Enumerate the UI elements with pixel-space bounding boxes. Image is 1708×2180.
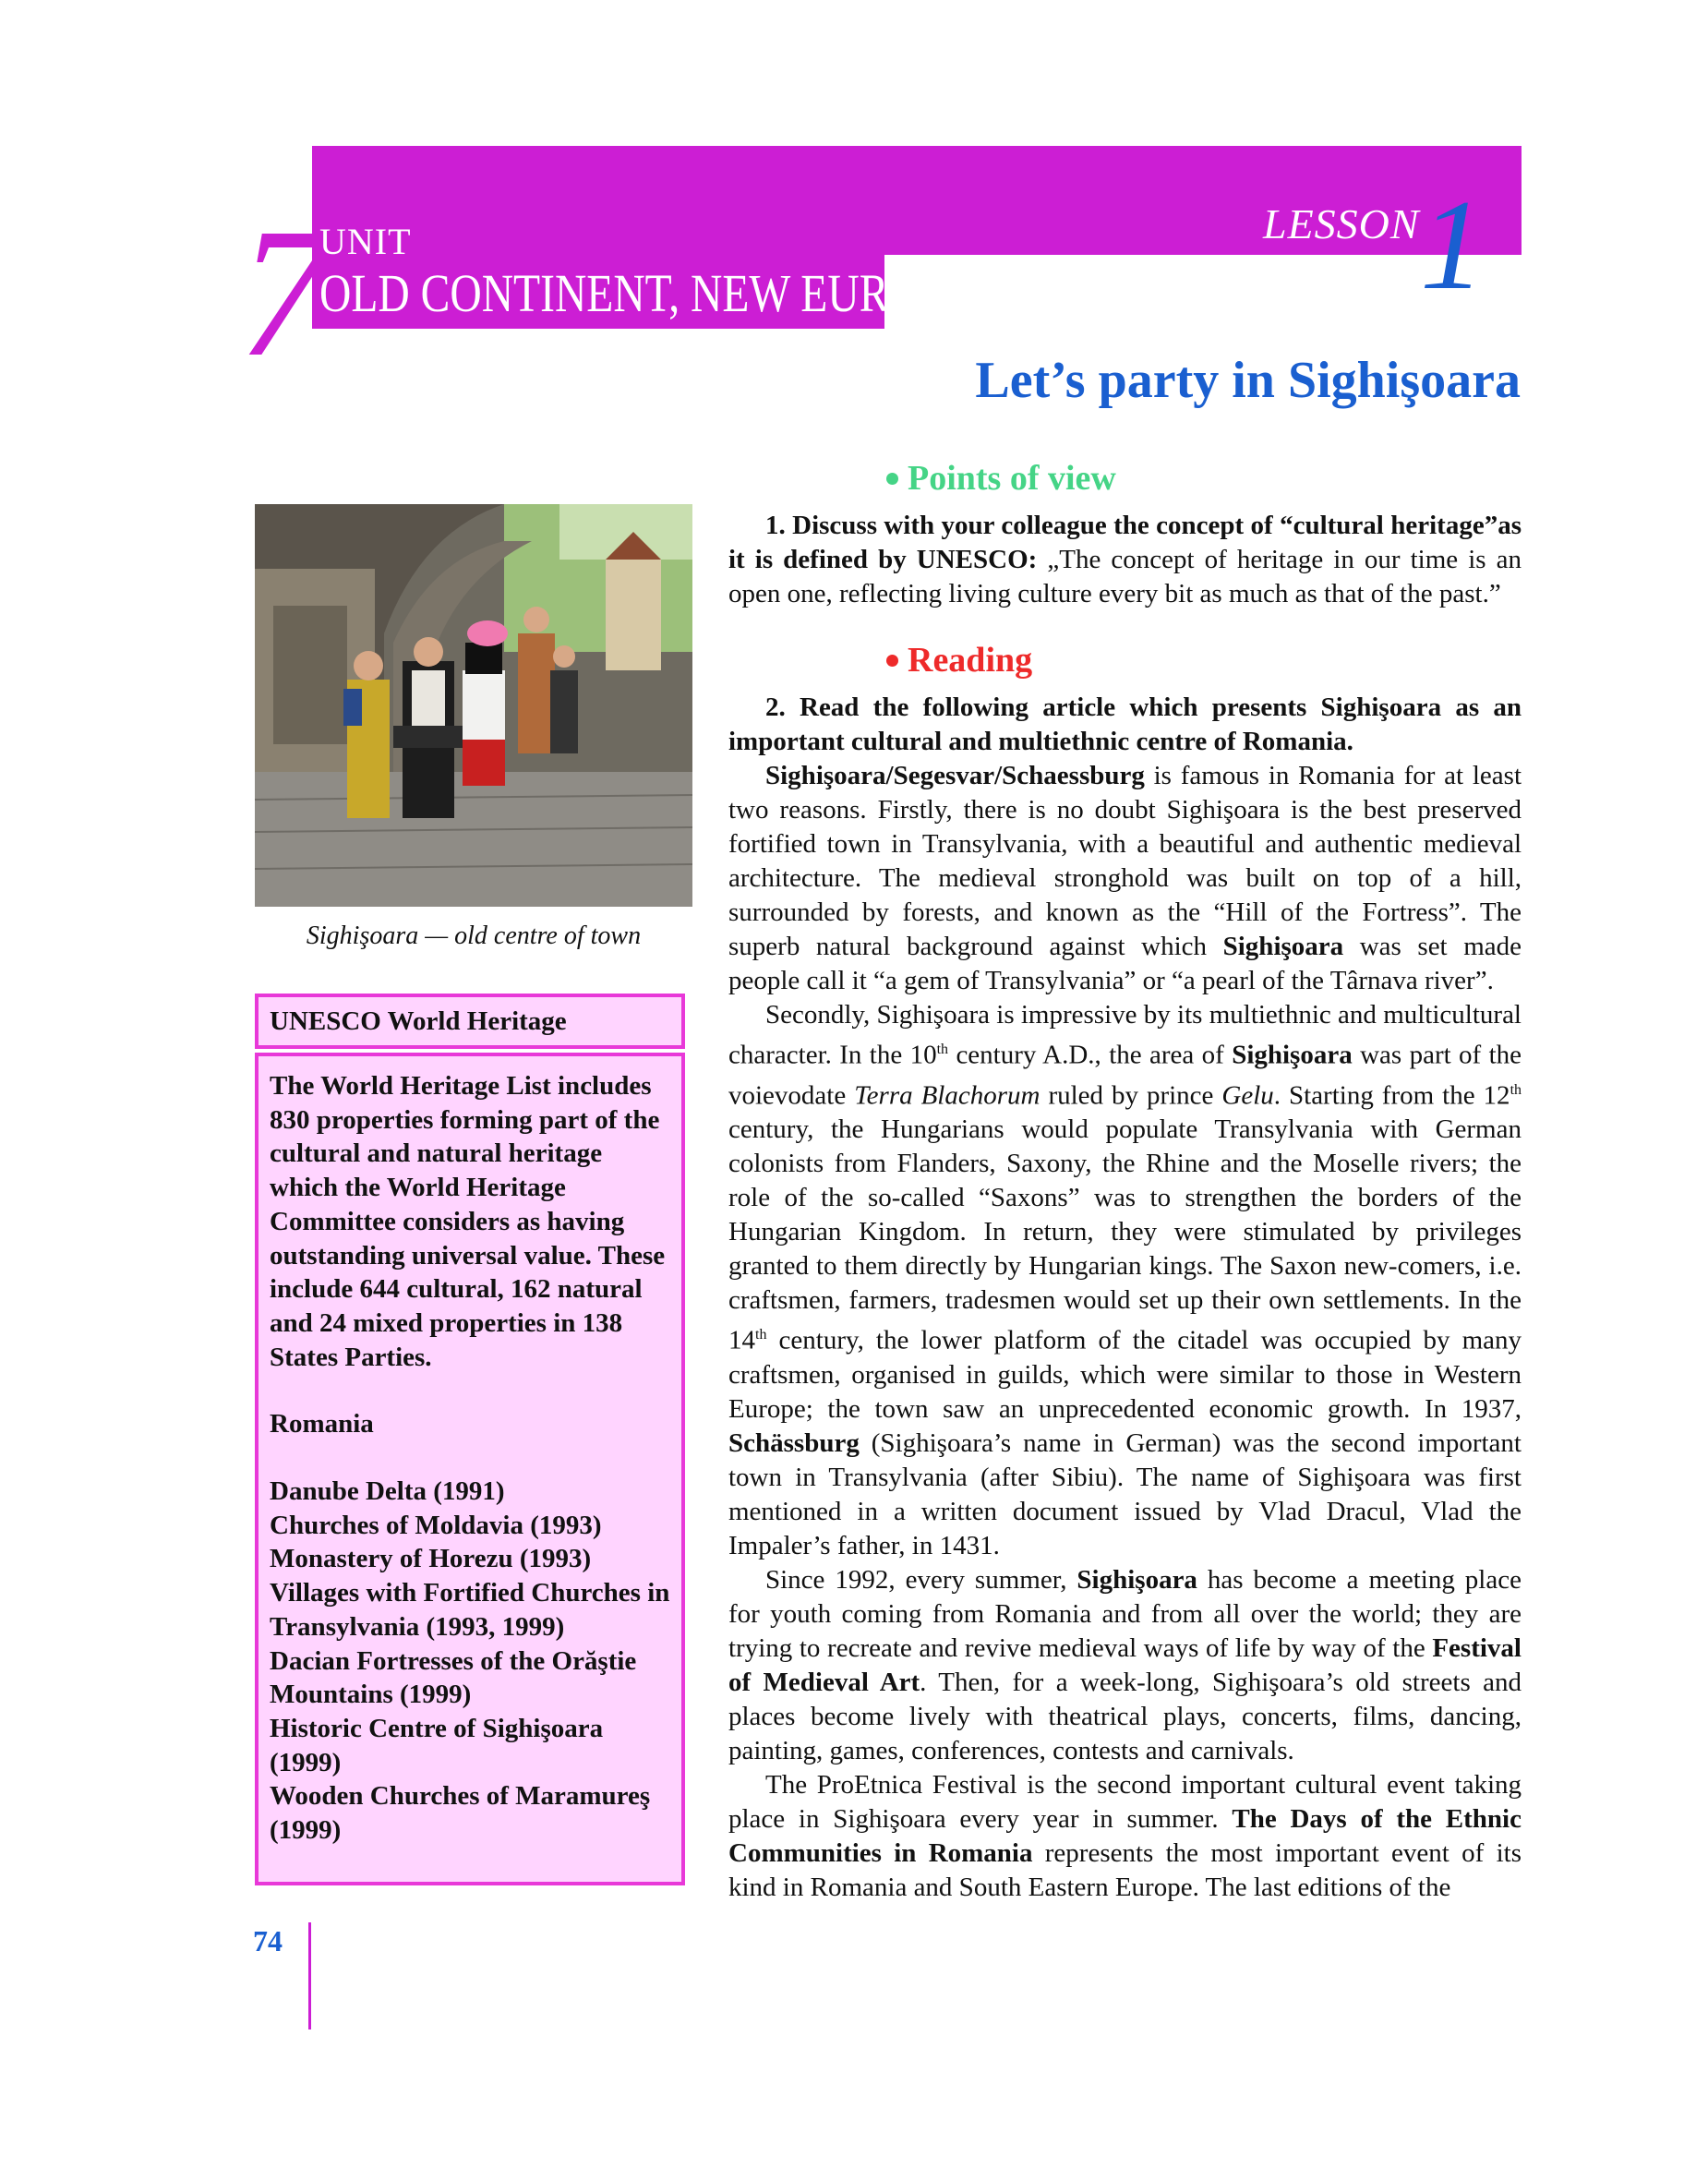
- unit-number: 7: [238, 191, 331, 395]
- site-item: Monastery of Horezu (1993): [270, 1544, 592, 1574]
- site-item: Dacian Fortresses of the Orăştie Mountains (1999): [270, 1645, 637, 1710]
- points-of-view-task: [728, 509, 1522, 611]
- task-1-prompt: 1. Discuss with your colleague the concept of “cultural heritage”as it is defined by UNESCO:: [728, 511, 1522, 574]
- town-photo: [255, 504, 692, 907]
- photo-illustration: [255, 504, 692, 907]
- reading-article: [728, 691, 1522, 1905]
- photo-caption: Sighişoara — old centre of town: [306, 921, 642, 950]
- article-paragraph-2: Secondly, Sighişoara is impressive by its multiethnic and multicultural character. In the 10th century A.D., the area of Sighişoara was part of the voievodate Terra Blachorum ruled by prince Gelu. Starting from the 12th century, the Hungarians would populate Transylvania with German colonists from Flanders, Saxony, the Rhine and the Moselle rivers; the role of the so-called “Saxons” was to strengthen the borders of the Hungarian Kingdom. In return, they were stimulated by privileges granted to them directly by Hungarian kings. The Saxon new-comers, i.e. craftsmen, farmers, tradesmen would set up their own settlements. In the 14th century, the lower platform of the citadel was occupied by many craftsmen, organised in guilds, which were similar to those in Western Europe; the town saw an unprecedented economic growth. In 1937, Schässburg (Sighişoara’s name in German) was the second important town in Transylvania (after Sibiu). The name of Sighişoara was first mentioned in a written document issued by Vlad Dracul, Vlad the Impaler’s father, in 1431.: [728, 1000, 1522, 1560]
- site-item: Churches of Moldavia (1993): [270, 1510, 602, 1540]
- margin-rule: [308, 1922, 311, 2029]
- unesco-country: Romania: [270, 1409, 374, 1439]
- article-paragraph-1: Sighişoara/Segesvar/Schaessburg is famous in Romania for at least two reasons. Firstly, there is no doubt Sighişoara is the best preserved fortified town in Transylvania, with a beautiful and authentic medieval architecture. The medieval stronghold was built on top of a hill, surrounded by forests, and known as the “Hill of the Fortress”. The superb natural background against which Sighişoara was set made people call it “a gem of Transylvania” or “a pearl of the Târnava river”.: [728, 761, 1522, 995]
- points-of-view-heading: Points of view: [886, 458, 1116, 499]
- unesco-intro: The World Heritage List includes 830 properties forming part of the cultural and natural heritage which the World Heritage Committee considers as having outstanding universal value. These include 644 cultural, 162 natural and 24 mixed properties in 138 States Parties.: [270, 1071, 666, 1372]
- reading-heading: Reading: [886, 640, 1032, 680]
- task-1-quote: „The concept of heritage in our time is an open one, reflecting living culture every bit as much as that of the past.”: [728, 545, 1522, 608]
- article-paragraph-4: The ProEtnica Festival is the second important cultural event taking place in Sighişoara every year in summer. The Days of the Ethnic Communities in Romania represents the most important event of its kind in Romania and South Eastern Europe. The last editions of the: [728, 1769, 1522, 1902]
- lesson-number: 1: [1420, 174, 1485, 317]
- site-item: Villages with Fortified Churches in Transylvania (1993, 1999): [270, 1578, 670, 1642]
- site-item: Historic Centre of Sighişoara (1999): [270, 1713, 604, 1777]
- bullet-icon: [886, 473, 898, 485]
- unesco-box-heading: UNESCO World Heritage: [270, 1006, 567, 1036]
- unesco-box-body: [255, 1053, 685, 1885]
- lesson-label: LESSON: [1263, 200, 1420, 247]
- site-item: Danube Delta (1991): [270, 1476, 505, 1507]
- unit-label: UNIT: [319, 221, 412, 262]
- page-title: Let’s party in Sighişoara: [975, 352, 1521, 409]
- page-number: 74: [253, 1924, 283, 1957]
- unit-title: OLD CONTINENT, NEW EUROPE: [319, 263, 972, 323]
- article-paragraph-3: Since 1992, every summer, Sighişoara has become a meeting place for youth coming from Romania and from all over the world; they are trying to recreate and revive medieval ways of life by way of the Festival of Medieval Art. Then, for a week-long, Sighişoara’s old streets and places become lively with theatrical plays, concerts, films, dancing, painting, games, conferences, contests and carnivals.: [728, 1564, 1522, 1765]
- site-item: Wooden Churches of Maramureş (1999): [270, 1781, 651, 1846]
- task-2-prompt: 2. Read the following article which presents Sighişoara as an important cultural and multiethnic centre of Romania.: [728, 693, 1522, 756]
- bullet-icon: [886, 655, 898, 667]
- unesco-box-header: [255, 994, 685, 1049]
